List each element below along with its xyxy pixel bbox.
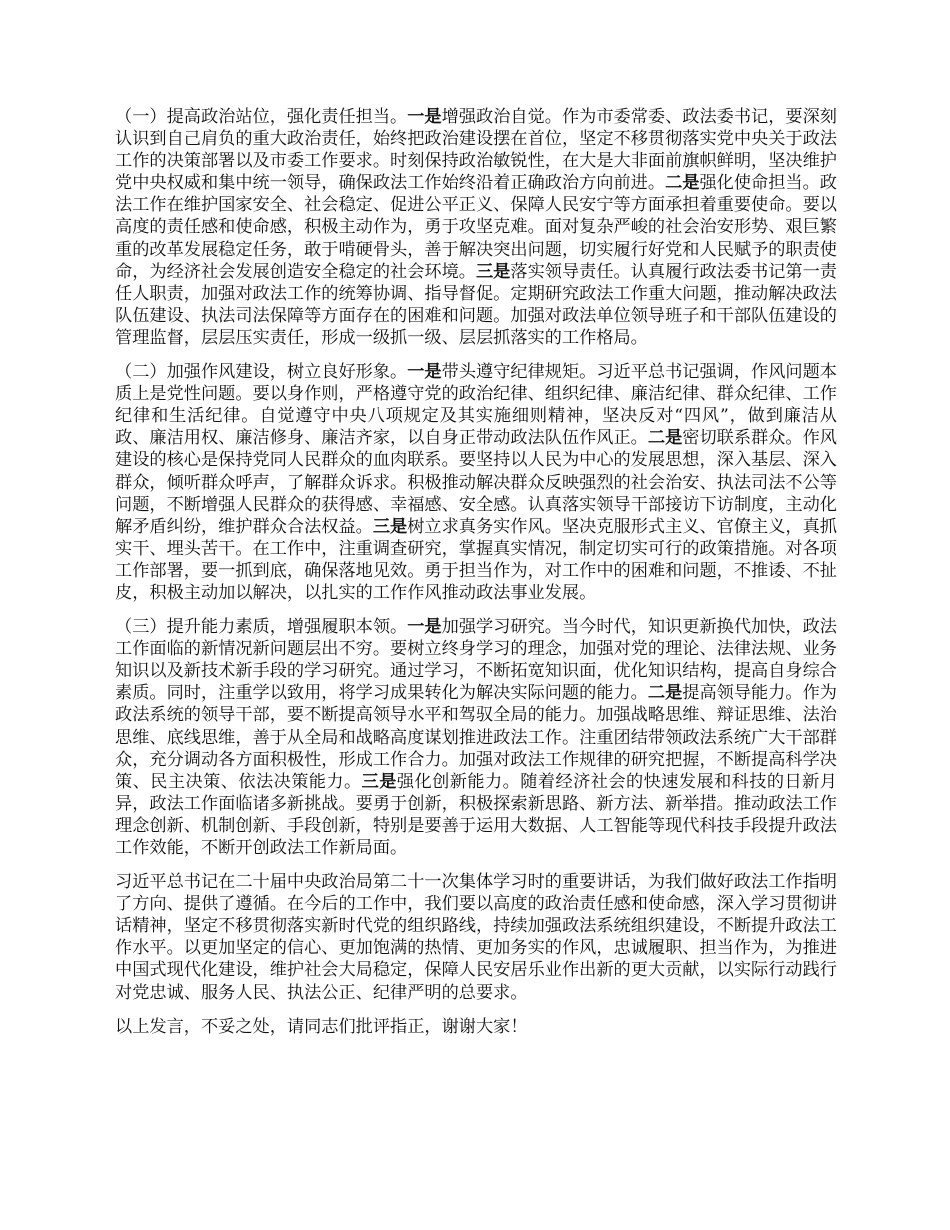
point-marker: 二是 (647, 683, 683, 704)
point-text: 强化使命担当。政法工作在维护国家安全、社会稳定、促进公平正义、保障人民安宁等方面承担着重要使命。要以高度的责任感和使命感，积极主动作为，勇于攻坚克难。面对复杂严峻的社会治安形势、艰巨繁重的改革发展稳定任务，敢于啃硬骨头，善于解决突出问题，切实履行好党和人民赋予的职责使命，为经济社会发展创造安全稳定的社会环境。 (115, 173, 837, 282)
section-heading: （三）提升能力素质，增强履职本领。 (115, 617, 408, 638)
point-text: 提高领导能力。作为政法系统的领导干部，要不断提高领导水平和驾驭全局的能力。加强战略思维、辩证思维、法治思维、底线思维，善于从全局和战略高度谋划推进政法工作。注重团结带领政法系统广大干部群众，充分调动各方面积极性，形成工作合力。加强对政法工作规律的研究把握，不断提高科学决策、民主决策、依法决策能力。 (115, 683, 837, 792)
point-text: 强化创新能力。随着经济社会的快速发展和科技的日新月异，政法工作面临诸多新挑战。要勇于创新，积极探索新思路、新方法、新举措。推动政法工作理念创新、机制创新、手段创新，特别是要善于运用大数据、人工智能等现代科技手段提升政法工作效能，不断开创政法工作新局面。 (115, 771, 837, 858)
point-marker: 二是 (665, 173, 700, 194)
point-text: 树立求真务实作风。坚决克服形式主义、官僚主义，真抓实干、埋头苦干。在工作中，注重调查研究，掌握真实情况，制定切实可行的政策措施。对各项工作部署，要一抓到底，确保落地见效。勇于担当作为，对工作中的困难和问题，不推诿、不扯皮，积极主动加以解决，以扎实的工作作风推动政法事业发展。 (115, 516, 837, 603)
point-marker: 一是 (407, 617, 442, 638)
paragraph-conclusion (115, 871, 837, 1004)
point-marker: 三是 (372, 516, 408, 537)
paragraph-work-style (115, 361, 837, 604)
section-heading: （二）加强作风建设，树立良好形象。 (115, 362, 408, 383)
paragraph-closing (115, 1016, 837, 1038)
conclusion-text: 习近平总书记在二十届中央政治局第二十一次集体学习时的重要讲话，为我们做好政法工作指明了方向、提供了遵循。在今后的工作中，我们要以高度的政治责任感和使命感，深入学习贯彻讲话精神，坚定不移贯彻落实新时代党的组织路线，持续加强政法系统组织建设，不断提升政法工作水平。以更加坚定的信心、更加饱满的热情、更加务实的作风，忠诚履职、担当作为，为推进中国式现代化建设，维护社会大局稳定，保障人民安居乐业作出新的更大贡献，以实际行动践行对党忠诚、服务人民、执法公正、纪律严明的总要求。 (115, 872, 837, 1003)
point-text: 增强政治自觉。作为市委常委、政法委书记，要深刻认识到自己肩负的重大政治责任，始终把政治建设摆在首位，坚定不移贯彻落实党中央关于政法工作的决策部署以及市委工作要求。时刻保持政治敏锐性，在大是大非面前旗帜鲜明，坚决维护党中央权威和集中统一领导，确保政法工作始终沿着正确政治方向前进。 (115, 107, 837, 194)
document-body (115, 106, 837, 1050)
closing-remark: 以上发言，不妥之处，请同志们批评指正，谢谢大家！ (115, 1016, 528, 1037)
point-marker: 三是 (475, 261, 511, 282)
point-marker: 一是 (407, 362, 442, 383)
point-marker: 二是 (647, 428, 683, 449)
point-text: 落实领导责任。认真履行政法委书记第一责任人职责，加强对政法工作的统筹协调、指导督促。定期研究政法工作重大问题，推动解决政法队伍建设、执法司法保障等方面存在的困难和问题。加强对政法单位领导班子和干部队伍建设的管理监督，层层压实责任，形成一级抓一级、层层抓落实的工作格局。 (115, 261, 837, 348)
point-marker: 三是 (361, 771, 397, 792)
point-marker: 一是 (407, 107, 442, 127)
point-text: 密切联系群众。作风建设的核心是保持党同人民群众的血肉联系。要坚持以人民为中心的发展思想，深入基层、深入群众，倾听群众呼声，了解群众诉求。积极推动解决群众反映强烈的社会治安、执法司法不公等问题，不断增强人民群众的获得感、幸福感、安全感。认真落实领导干部接访下访制度，主动化解矛盾纠纷，维护群众合法权益。 (115, 428, 837, 537)
point-text: 带头遵守纪律规矩。习近平总书记强调，作风问题本质上是党性问题。要以身作则，严格遵守党的政治纪律、组织纪律、廉洁纪律、群众纪律、工作纪律和生活纪律。自觉遵守中央八项规定及其实施细则精神，坚决反对“四风”，做到廉洁从政、廉洁用权、廉洁修身、廉洁齐家，以自身正带动政法队伍作风正。 (115, 362, 837, 449)
paragraph-political-stance (115, 106, 837, 349)
section-heading: （一）提高政治站位，强化责任担当。 (115, 107, 408, 127)
point-text: 加强学习研究。当今时代，知识更新换代加快，政法工作面临的新情况新问题层出不穷。要树立终身学习的理念，加强对党的理论、法律法规、业务知识以及新技术新手段的学习研究。通过学习，不断拓宽知识面，优化知识结构，提高自身综合素质。同时，注重学以致用，将学习成果转化为解决实际问题的能力。 (115, 617, 837, 704)
paragraph-capability (115, 616, 837, 859)
